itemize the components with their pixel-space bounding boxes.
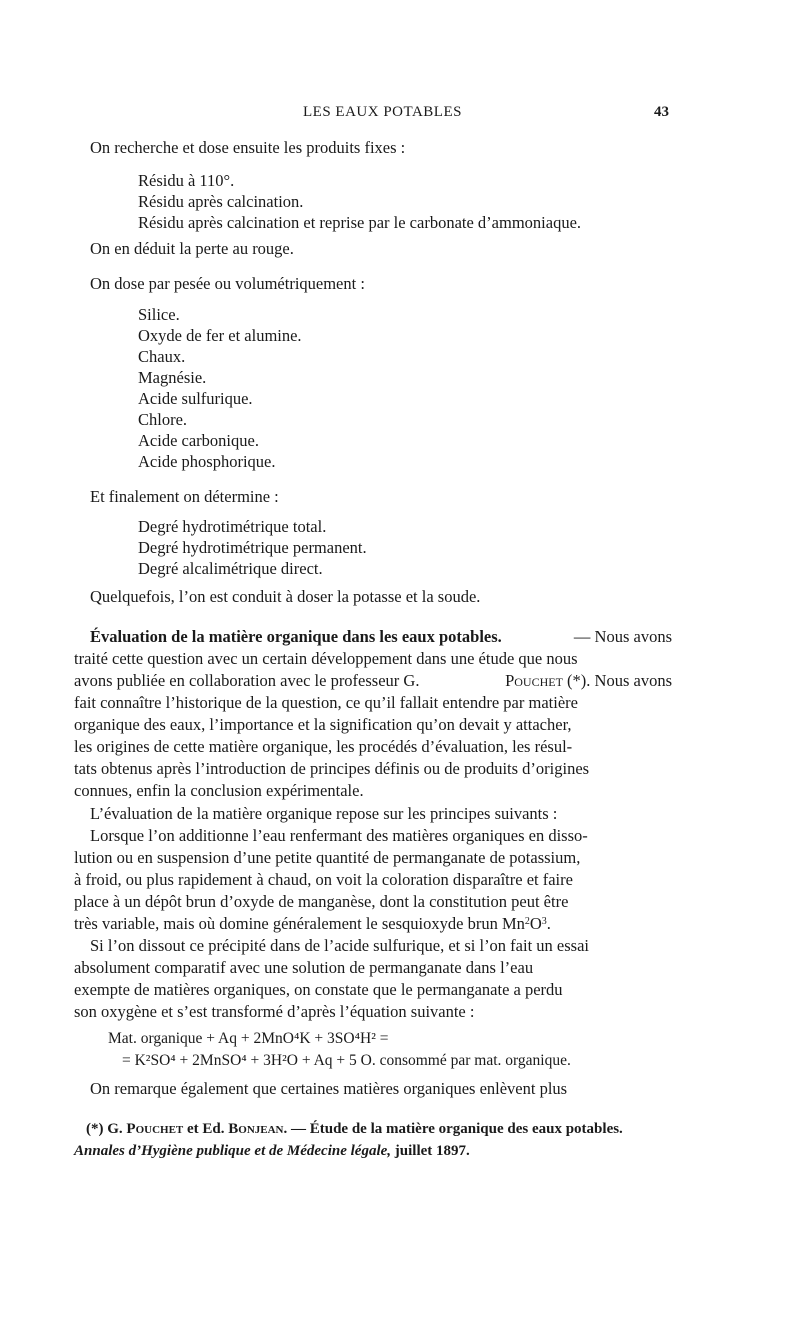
paragraph-line: exempte de matières organiques, on constate que le permanganate a perdu	[74, 980, 563, 999]
paragraph-line: absolument comparatif avec une solution de permanganate dans l’eau	[74, 958, 534, 977]
paragraph-line: tats obtenus après l’introduction de principes définis ou de produits d’origines	[74, 759, 590, 778]
text-line: On recherche et dose ensuite les produits fixes :	[90, 138, 406, 157]
running-title: LES EAUX POTABLES	[303, 104, 462, 120]
list-item: Silice.	[138, 305, 180, 324]
paragraph-line: connues, enfin la conclusion expérimentale.	[74, 781, 364, 800]
text-span: avons publiée en collaboration avec le professeur G.	[74, 671, 420, 690]
subscript: 2	[524, 916, 530, 927]
subscript: 3	[541, 916, 547, 927]
paragraph-line: Si l’on dissout ce précipité dans de l’acide sulfurique, et si l’on fait un essai	[90, 936, 589, 955]
equation-line-2: = K²SO⁴ + 2MnSO⁴ + 3H²O + Aq + 5 O. consommé par mat. organique.	[122, 1052, 571, 1069]
text-span: .	[546, 914, 551, 933]
paragraph-line	[74, 670, 672, 692]
text-span: très variable, mais où domine généralement le sesquioxyde brun Mn	[74, 914, 525, 933]
text-line: On dose par pesée ou volumétriquement :	[90, 274, 365, 293]
footnote-title: — Étude de la matière organique des eaux potables.	[291, 1121, 623, 1137]
footnote-author: Pouchet	[126, 1121, 184, 1137]
list-item: Acide sulfurique.	[138, 389, 253, 408]
paragraph-line: à froid, ou plus rapidement à chaud, on voit la coloration disparaître et faire	[74, 870, 573, 889]
footnote-line-2	[74, 1140, 470, 1162]
footnote-marker: (*) G.	[86, 1121, 123, 1137]
list-item: Résidu à 110°.	[138, 171, 235, 190]
paragraph-line: place à un dépôt brun d’oxyde de manganèse, dont la constitution peut être	[74, 892, 569, 911]
list-item: Chaux.	[138, 347, 186, 366]
page-number: 43	[654, 104, 669, 120]
text-line: On en déduit la perte au rouge.	[90, 239, 294, 258]
list-item: Résidu après calcination et reprise par le carbonate d’ammoniaque.	[138, 213, 582, 232]
paragraph-line: Lorsque l’on additionne l’eau renfermant des matières organiques en disso-	[90, 826, 588, 845]
list-item: Degré hydrotimétrique total.	[138, 517, 327, 536]
page-header	[0, 104, 800, 128]
paragraph-line	[74, 913, 551, 935]
list-item: Résidu après calcination.	[138, 192, 304, 211]
text-line: Quelquefois, l’on est conduit à doser la potasse et la soude.	[90, 587, 481, 606]
paragraph-line	[90, 626, 672, 648]
list-item: Acide phosphorique.	[138, 452, 276, 471]
list-item: Chlore.	[138, 410, 188, 429]
list-item: Degré alcalimétrique direct.	[138, 559, 323, 578]
footnote-line-1	[86, 1118, 623, 1140]
author-name: Pouchet	[505, 671, 563, 690]
paragraph-line: son oxygène et s’est transformé d’après l’équation suivante :	[74, 1002, 475, 1021]
footnote-journal: Annales d’Hygiène publique et de Médecine légale,	[74, 1143, 392, 1159]
text-span: — Nous avons	[573, 627, 672, 646]
paragraph-line: L’évaluation de la matière organique repose sur les principes suivants :	[90, 804, 558, 823]
paragraph-line: traité cette question avec un certain développement dans une étude que nous	[74, 649, 578, 668]
list-item: Oxyde de fer et alumine.	[138, 326, 302, 345]
text-span: O	[529, 914, 542, 933]
paragraph-line: lution ou en suspension d’une petite quantité de permanganate de potassium,	[74, 848, 581, 867]
equation-line-1: Mat. organique + Aq + 2MnO⁴K + 3SO⁴H² =	[108, 1030, 389, 1047]
text-line: Et finalement on détermine :	[90, 487, 279, 506]
section-heading: Évaluation de la matière organique dans les eaux potables.	[90, 627, 502, 646]
paragraph-line: organique des eaux, l’importance et la signification qu’on devait y attacher,	[74, 715, 572, 734]
footnote-author: Bonjean.	[228, 1121, 288, 1137]
paragraph-line: les origines de cette matière organique, les procédés d’évaluation, les résul-	[74, 737, 573, 756]
text-span: (*). Nous avons	[567, 671, 672, 690]
footnote-date: juillet 1897.	[394, 1143, 470, 1159]
list-item: Degré hydrotimétrique permanent.	[138, 538, 367, 557]
text-span: et Ed.	[187, 1121, 225, 1137]
paragraph-line: fait connaître l’historique de la question, ce qu’il fallait entendre par matière	[74, 693, 578, 712]
paragraph-line: On remarque également que certaines matières organiques enlèvent plus	[90, 1079, 568, 1098]
list-item: Acide carbonique.	[138, 431, 259, 450]
list-item: Magnésie.	[138, 368, 207, 387]
